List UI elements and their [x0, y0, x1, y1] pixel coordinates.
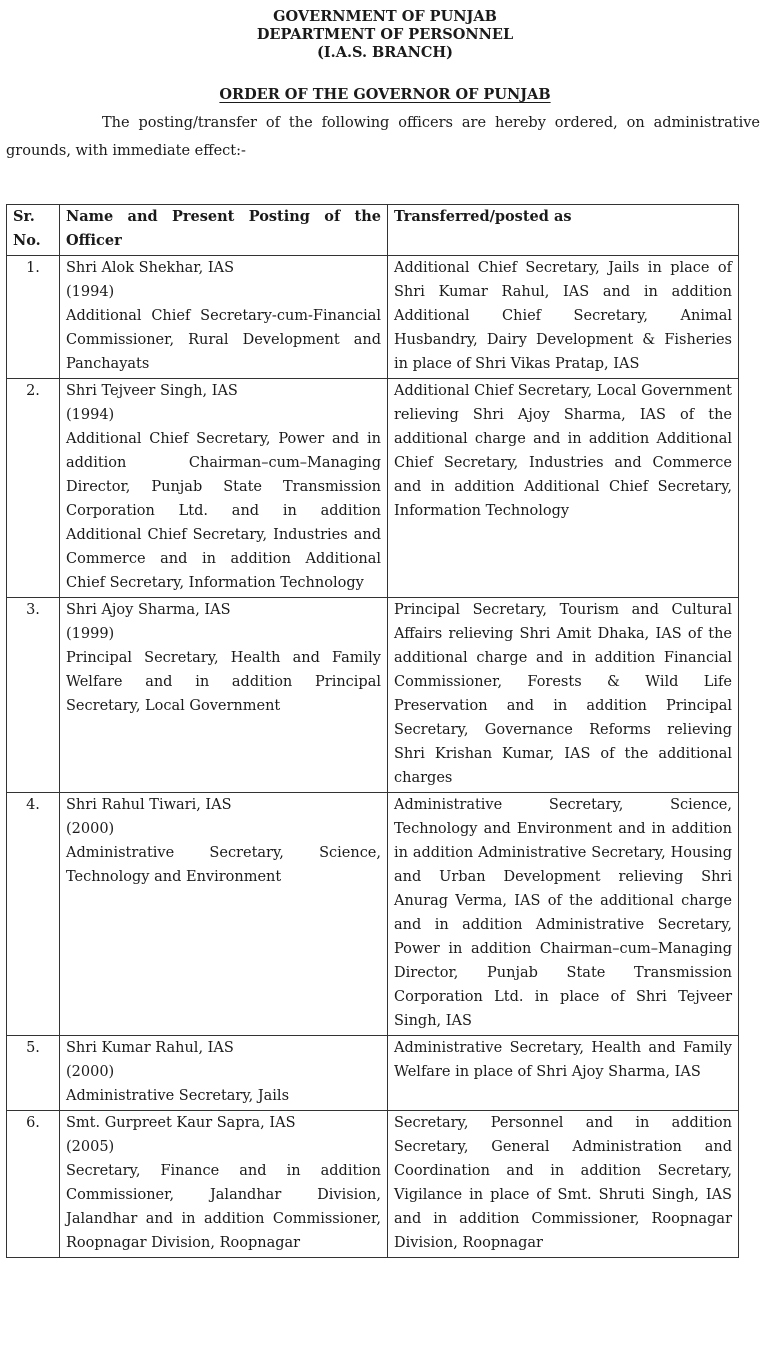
officer-batch: (2000) [66, 821, 115, 837]
transferred-posting: Administrative Secretary, Health and Family Welfare in place of Shri Ajoy Sharma, IAS [388, 1036, 739, 1111]
table-row [7, 1111, 739, 1258]
transferred-posting: Principal Secretary, Tourism and Cultural Affairs relieving Shri Amit Dhaka, IAS of the additional charge and in addition Financial Commissioner, Forests & Wild Life Preservation and in addition Principal Secretary, Governance Reforms relieving Shri Krishan Kumar, IAS of the additional charges [388, 598, 739, 793]
order-title: ORDER OF THE GOVERNOR OF PUNJAB [219, 86, 551, 103]
table-row [7, 793, 739, 1036]
present-posting: Additional Chief Secretary-cum-Financial Commissioner, Rural Development and Panchayats [66, 308, 381, 372]
officer-batch: (1994) [66, 284, 115, 300]
transferred-posting: Secretary, Personnel and in addition Secretary, General Administration and Coordination and in addition Secretary, Vigilance in place of Smt. Shruti Singh, IAS and in addition Commissioner, Roopnagar Division, Roopnagar [388, 1111, 739, 1258]
sr-no-header: Sr. No. [7, 205, 60, 256]
table-row [7, 1036, 739, 1111]
transferred-header: Transferred/posted as [388, 205, 739, 256]
officer-batch: (2000) [66, 1064, 115, 1080]
officer-batch: (1994) [66, 407, 115, 423]
officer-cell [60, 256, 388, 379]
row-sr-no: 1. [7, 256, 60, 379]
table-row [7, 598, 739, 793]
branch-line: (I.A.S. BRANCH) [317, 44, 453, 61]
table-row [7, 256, 739, 379]
transfer-orders-table [6, 204, 739, 1258]
present-posting: Administrative Secretary, Science, Technology and Environment [66, 845, 381, 885]
row-sr-no: 4. [7, 793, 60, 1036]
officer-name: Shri Kumar Rahul, IAS [66, 1040, 234, 1056]
transferred-posting: Additional Chief Secretary, Jails in place of Shri Kumar Rahul, IAS and in addition Additional Chief Secretary, Animal Husbandry, Dairy Development & Fisheries in place of Shri Vikas Pratap, IAS [388, 256, 739, 379]
intro-text: The posting/transfer of the following officers are hereby ordered, on administrative grounds, with immediate effect:- [6, 115, 760, 159]
officer-cell [60, 598, 388, 793]
table-header-row [7, 205, 739, 256]
department-line: DEPARTMENT OF PERSONNEL [256, 26, 514, 43]
officer-name: Shri Ajoy Sharma, IAS [66, 602, 231, 618]
present-posting: Principal Secretary, Health and Family Welfare and in addition Principal Secretary, Local Government [66, 650, 381, 714]
officer-batch: (1999) [66, 626, 115, 642]
officer-name: Shri Tejveer Singh, IAS [66, 383, 238, 399]
row-sr-no: 3. [7, 598, 60, 793]
officer-name: Shri Alok Shekhar, IAS [66, 260, 234, 276]
transferred-posting: Additional Chief Secretary, Local Government relieving Shri Ajoy Sharma, IAS of the additional charge and in addition Additional Chief Secretary, Industries and Commerce and in addition Additional Chief Secretary, Information Technology [388, 379, 739, 598]
government-line: GOVERNMENT OF PUNJAB [273, 8, 497, 25]
row-sr-no: 2. [7, 379, 60, 598]
present-posting: Administrative Secretary, Jails [66, 1088, 290, 1104]
name-posting-header: Name and Present Posting of the Officer [60, 205, 388, 256]
table-row [7, 379, 739, 598]
officer-cell [60, 1111, 388, 1258]
officer-name: Smt. Gurpreet Kaur Sapra, IAS [66, 1115, 296, 1131]
officer-name: Shri Rahul Tiwari, IAS [66, 797, 232, 813]
present-posting: Secretary, Finance and in addition Commissioner, Jalandhar Division, Jalandhar and in addition Commissioner, Roopnagar Division, Roopnagar [66, 1163, 381, 1251]
row-sr-no: 6. [7, 1111, 60, 1258]
document-header [0, 0, 770, 62]
transferred-posting: Administrative Secretary, Science, Technology and Environment and in addition in addition Administrative Secretary, Housing and Urban Development relieving Shri Anurag Verma, IAS of the additional charge and in addition Administrative Secretary, Power in addition Chairman–cum–Managing Director, Punjab State Transmission Corporation Ltd. in place of Shri Tejveer Singh, IAS [388, 793, 739, 1036]
officer-batch: (2005) [66, 1139, 115, 1155]
officer-cell [60, 793, 388, 1036]
intro-paragraph [0, 109, 770, 165]
row-sr-no: 5. [7, 1036, 60, 1111]
officer-cell [60, 379, 388, 598]
officer-cell [60, 1036, 388, 1111]
present-posting: Additional Chief Secretary, Power and in addition Chairman–cum–Managing Director, Punjab State Transmission Corporation Ltd. and in addition Additional Chief Secretary, Industries and Commerce and in addition Additional Chief Secretary, Information Technology [66, 431, 381, 591]
